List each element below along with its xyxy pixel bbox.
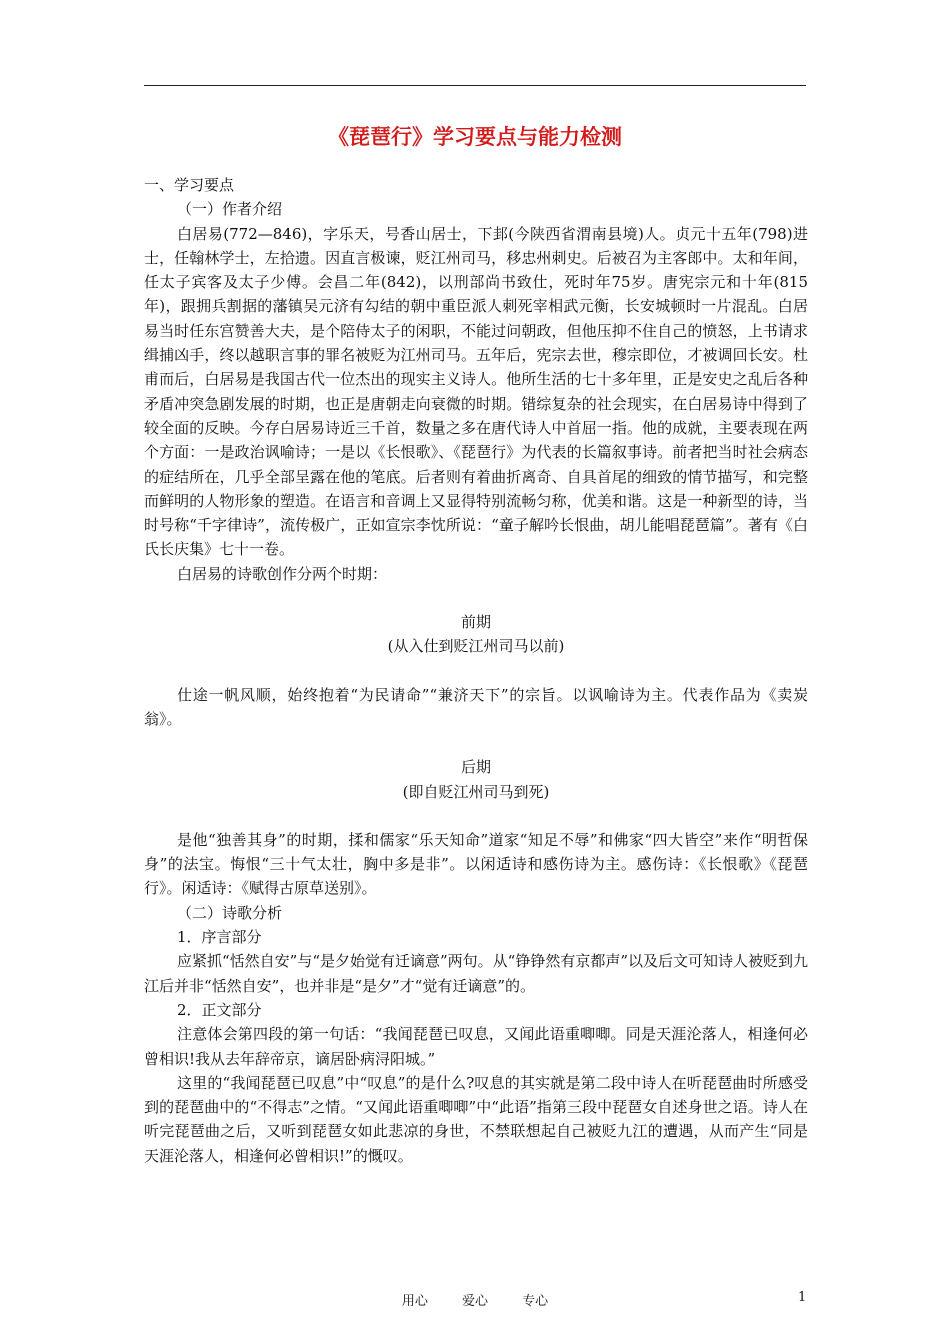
late-period-title: 后期: [460, 758, 491, 777]
author-bio-paragraph: 白居易(772—846)，字乐天，号香山居士，下邽(今陕西省渭南县境)人。贞元十五年(798)进士，任翰林学士，左拾遗。因直言极谏，贬江州司马，移忠州刺史。后被召为主客郎中。太和年间，任太子宾客及太子少傅。会昌二年(842)，以刑部尚书致仕，死时年75岁。唐宪宗元和十年(815年)，跟拥兵割据的藩镇吴元济有勾结的朝中重臣派人刺死宰相武元衡，长安城顿时一片混乱。白居易当时任东宫赞善大夫，是个陪侍太子的闲职，不能过问朝政，但他压抑不住自己的愤怒，上书请求缉捕凶手，终以越职言事的罪名被贬为江州司马。五年后，宪宗去世，穆宗即位，才被调回长安。杜甫而后，白居易是我国古代一位杰出的现实主义诗人。他所生活的七十多年里，正是安史之乱后各种矛盾冲突急剧发展的时期，也正是唐朝走向衰微的时期。错综复杂的社会现实，在白居易诗中得到了较全面的反映。今存白居易诗近三千首，数量之多在唐代诗人中首屈一指。他的成就，主要表现在两个方面：一是政治讽喻诗；一是以《长恨歌》、《琵琶行》为代表的长篇叙事诗。前者把当时社会病态的症结所在，几乎全部呈露在他的笔底。后者则有着曲折离奇、自具首尾的细致的情节描写，和完整而鲜明的人物形象的塑造。在语言和音调上又显得特别流畅匀称，优美和谐。这是一种新型的诗，当时号称“千字律诗”，流传极广，正如宣宗李忱所说：“童子解吟长恨曲，胡儿能唱琵琶篇”。著有《白氏长庆集》七十一卷。: [144, 224, 808, 559]
footer-motto-1: 用心: [401, 1294, 428, 1309]
document-body: [144, 173, 808, 1168]
document-title: 《琵琶行》学习要点与能力检测: [328, 124, 622, 149]
subheading-author-intro: （一）作者介绍: [177, 200, 283, 219]
late-period-subtitle: (即自贬江州司马到死): [402, 782, 550, 801]
preface-heading: 1．序言部分: [177, 928, 262, 947]
preface-paragraph: 应紧抓“恬然自安”与“是夕始觉有迁谪意”两句。从“铮铮然有京都声”以及后文可知诗人被贬到九江后并非“恬然自安”，也并非是“是夕”才“觉有迁谪意”的。: [144, 952, 809, 995]
page-number: 1: [798, 1290, 807, 1305]
footer-motto: [0, 1290, 950, 1309]
periods-intro-paragraph: 白居易的诗歌创作分两个时期：: [177, 564, 388, 583]
main-text-paragraph-1: 注意体会第四段的第一句话：“我闻琵琶已叹息，又闻此语重唧唧。同是天涯沦落人，相逢何必曾相识!我从去年辞帝京，谪居卧病浔阳城。”: [144, 1025, 808, 1068]
early-period-paragraph: 仕途一帆风顺，始终抱着“为民请命”“兼济天下”的宗旨。以讽喻诗为主。代表作品为《卖炭翁》。: [144, 685, 808, 728]
early-period-subtitle: (从入仕到贬江州司马以前): [387, 637, 565, 656]
section-heading-study-points: 一、学习要点: [144, 176, 235, 194]
main-text-heading: 2．正文部分: [177, 1000, 262, 1019]
footer-motto-2: 爱心: [461, 1294, 488, 1309]
early-period-title: 前期: [460, 613, 491, 632]
footer-motto-3: 专心: [522, 1294, 549, 1309]
header-rule: [144, 85, 806, 86]
subheading-poem-analysis: （二）诗歌分析: [177, 903, 283, 922]
late-period-paragraph: 是他“独善其身”的时期，揉和儒家“乐天知命”道家“知足不辱”和佛家“四大皆空”来作“明哲保身”的法宝。悔恨“三十气太壮，胸中多是非”。以闲适诗和感伤诗为主。感伤诗：《长恨歌》《琵琶行》。闲适诗：《赋得古原草送别》。: [144, 830, 808, 898]
main-text-paragraph-2: 这里的“我闻琵琶已叹息”中“叹息”的是什么?叹息的其实就是第二段中诗人在听琵琶曲时所感受到的琵琶曲中的“不得志”之情。“又闻此语重唧唧”中“此语”指第三段中琵琶女自述身世之语。诗人在听完琵琶曲之后，又听到琵琶女如此悲凉的身世，不禁联想起自己被贬九江的遭遇，从而产生“同是天涯沦落人，相逢何必曾相识!”的慨叹。: [144, 1073, 808, 1165]
